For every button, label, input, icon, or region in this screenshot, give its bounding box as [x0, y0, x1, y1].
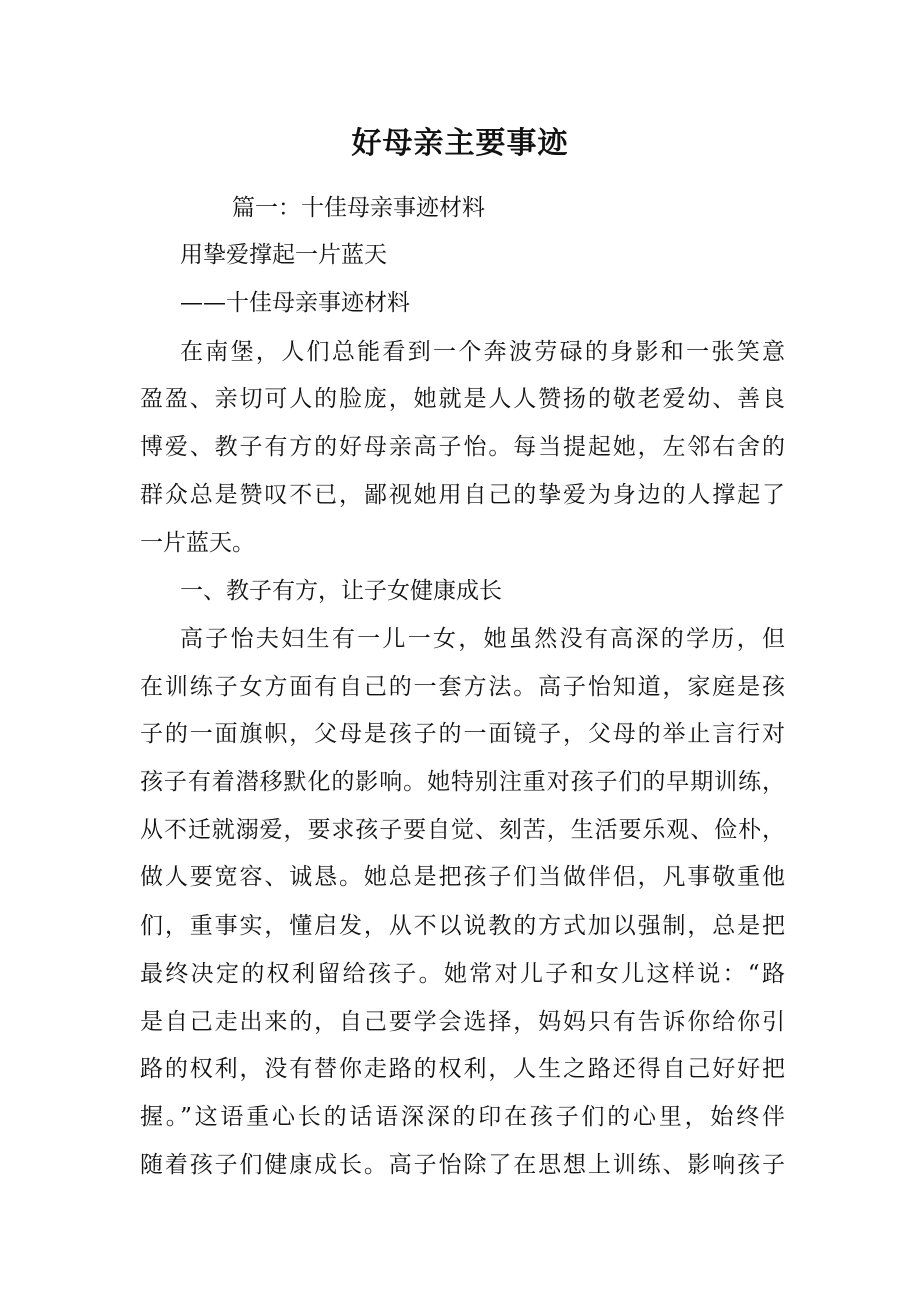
paragraph-line: 子的一面旗帜，父母是孩子的一面镜子，父母的举止言行对	[140, 721, 785, 747]
paragraph-line: 最终决定的权利留给孩子。她常对儿子和女儿这样说：“路	[140, 961, 785, 987]
paragraph-line: 握。”这语重心长的话语深深的印在孩子们的心里，始终伴	[140, 1104, 785, 1130]
document-title: 好母亲主要事迹	[351, 126, 569, 161]
subtitle-2: ——十佳母亲事迹材料	[180, 290, 410, 316]
paragraph-line: 盈盈、亲切可人的脸庞，她就是人人赞扬的敬老爱幼、善良	[140, 386, 785, 412]
paragraph-line: 从不迁就溺爱，要求孩子要自觉、刻苦，生活要乐观、俭朴，	[140, 817, 785, 843]
section-heading-1: 一、教子有方，让子女健康成长	[180, 578, 502, 604]
paragraph-line: 路的权利，没有替你走路的权利，人生之路还得自己好好把	[140, 1056, 785, 1082]
paragraph-line: 们，重事实，懂启发，从不以说教的方式加以强制，总是把	[140, 913, 785, 939]
paragraph-line: 是自己走出来的，自己要学会选择，妈妈只有告诉你给你引	[140, 1009, 785, 1035]
paragraph-line: 孩子有着潜移默化的影响。她特别注重对孩子们的早期训练，	[140, 769, 785, 795]
paragraph-line: 博爱、教子有方的好母亲高子怡。每当提起她，左邻右舍的	[140, 434, 785, 460]
paragraph-line: 一片蓝天。	[140, 530, 255, 556]
paragraph-line: 高子怡夫妇生有一儿一女，她虽然没有高深的学历，但	[180, 626, 785, 652]
paragraph-line: 做人要宽容、诚恳。她总是把孩子们当做伴侣，凡事敬重他	[140, 864, 785, 890]
paragraph-line: 在训练子女方面有自己的一套方法。高子怡知道，家庭是孩	[140, 674, 785, 700]
section-heading: 篇一：十佳母亲事迹材料	[232, 195, 485, 221]
paragraph-line: 随着孩子们健康成长。高子怡除了在思想上训练、影响孩子	[140, 1152, 785, 1178]
paragraph-line: 群众总是赞叹不已，鄙视她用自己的挚爱为身边的人撑起了	[140, 482, 785, 508]
paragraph-line: 在南堡，人们总能看到一个奔波劳碌的身影和一张笑意	[180, 339, 785, 365]
subtitle: 用挚爱撑起一片蓝天	[180, 242, 387, 268]
